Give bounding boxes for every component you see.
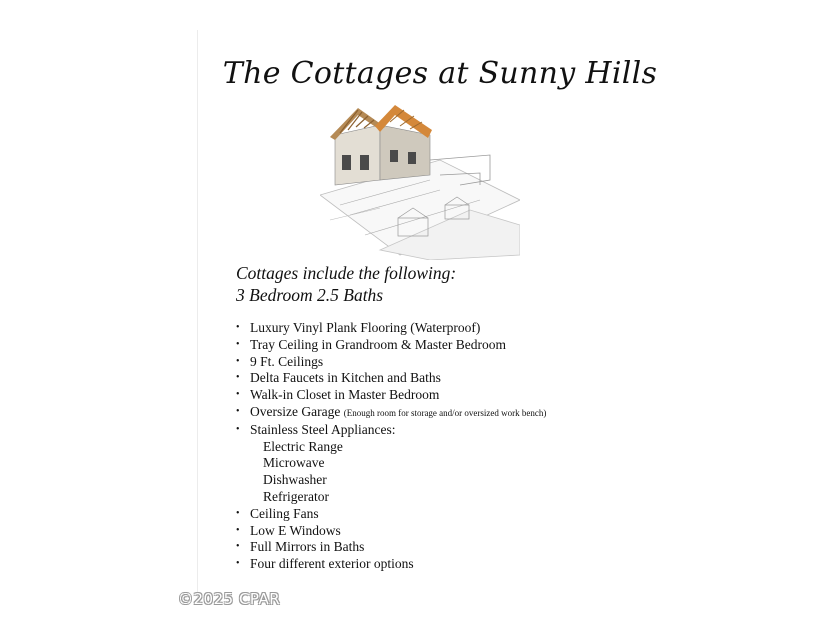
feature-text: Luxury Vinyl Plank Flooring (Waterproof) [250, 320, 481, 335]
intro-heading: Cottages include the following: [236, 263, 457, 283]
feature-item [236, 422, 546, 506]
feature-item [236, 506, 546, 523]
bullet-icon: • [236, 389, 240, 401]
appliance-item: Microwave [263, 455, 325, 471]
feature-text: Low E Windows [250, 522, 341, 538]
feature-text: Walk-in Closet in Master Bedroom [250, 387, 440, 403]
feature-item [236, 354, 546, 371]
page-title: The Cottages at Sunny Hills [222, 56, 658, 91]
feature-item [236, 387, 546, 404]
bed-bath-line: 3 Bedroom 2.5 Baths [236, 285, 384, 305]
garage-note: (Enough room for storage and/or oversized work bench) [343, 407, 547, 418]
appliance-item: Electric Range [263, 438, 343, 454]
appliance-item: Dishwasher [263, 472, 327, 488]
house-blueprint-illustration [320, 100, 520, 260]
appliance-list [250, 439, 546, 506]
feature-text: 9 Ft. Ceilings [250, 353, 324, 369]
bullet-icon: • [236, 541, 240, 553]
features-list [236, 320, 546, 573]
feature-item [236, 320, 546, 337]
feature-item [236, 539, 546, 556]
bullet-icon: • [236, 372, 240, 384]
feature-item [236, 370, 546, 387]
feature-text: Ceiling Fans [250, 505, 319, 521]
feature-item [236, 523, 546, 540]
appliance-item: Refrigerator [263, 488, 329, 504]
feature-text: Full Mirrors in Baths [250, 539, 365, 555]
feature-item [236, 337, 546, 354]
intro-block [236, 262, 456, 306]
page-divider [197, 30, 198, 600]
copyright-watermark: ©2025 CPAR [178, 590, 281, 608]
feature-text: Four different exterior options [250, 556, 414, 572]
bullet-icon: • [236, 423, 240, 435]
bullet-icon: • [236, 338, 240, 350]
feature-item [236, 556, 546, 573]
feature-text: Delta Faucets in Kitchen and Baths [250, 370, 441, 386]
feature-text: Tray Ceiling in Grandroom & Master Bedroom [250, 336, 506, 352]
bullet-icon: • [236, 322, 240, 333]
feature-item [236, 404, 546, 422]
feature-text: Oversize Garage [250, 403, 341, 419]
feature-text: Stainless Steel Appliances: [250, 421, 396, 437]
bullet-icon: • [236, 524, 240, 536]
bullet-icon: • [236, 507, 240, 519]
bullet-icon: • [236, 558, 240, 570]
bullet-icon: • [236, 355, 240, 367]
bullet-icon: • [236, 405, 240, 417]
